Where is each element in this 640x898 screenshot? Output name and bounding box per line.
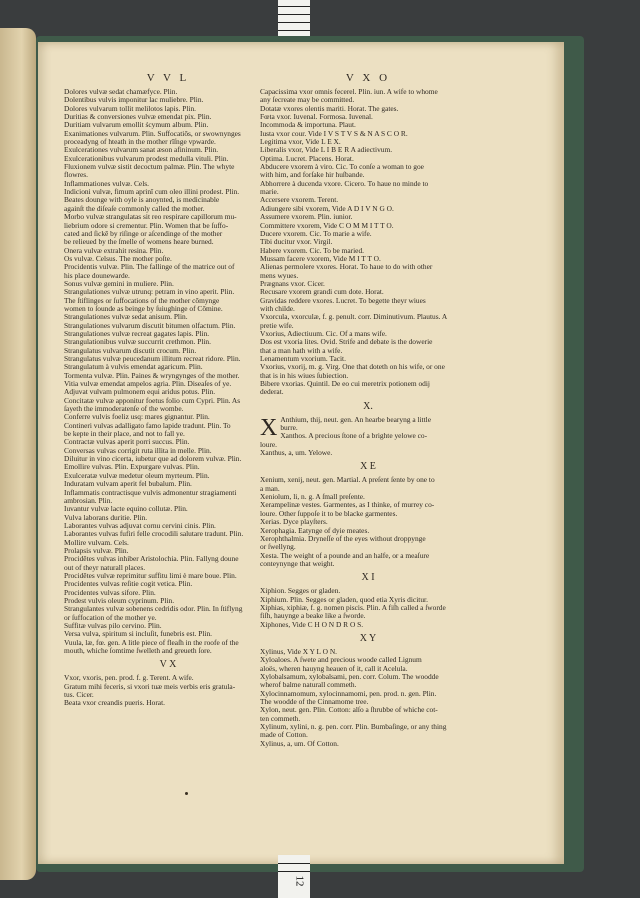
xy-entries [260, 648, 476, 748]
dictionary-line: Xerias. Dyce playſters. [260, 518, 328, 527]
dictionary-line: Contineri vulvas adalligato famo lapide tradunt. Plin. To [64, 421, 231, 430]
dictionary-line: Vxor, vxoris, pen. prod. f. g. Terent. A wife. [64, 674, 194, 683]
dictionary-line: Lenamentum vxorium. Tacit. [260, 355, 346, 363]
dictionary-line: wherof balme naturall commeth. [260, 681, 357, 690]
dictionary-line: Habere vxorem. Cic. To be maried. [260, 246, 365, 255]
dictionary-line: cated and ſickē by riſinge or aſcendinge of the mother [64, 229, 223, 238]
dictionary-line: be kepte in their place, and not to fall ye. [64, 430, 185, 439]
dictionary-line: Procidētes vulvas inhiber Aristolochia. Plin. Fallyng doune [64, 555, 239, 564]
right-running-head: V X O [345, 72, 391, 84]
right-entries [260, 88, 476, 397]
dictionary-line: loure. [260, 440, 278, 449]
dictionary-line: Committere vxorem, Vide C O M M I T T O. [260, 221, 394, 230]
dictionary-line: Strangulationibus vulvæ succurrit crethmon. Plin. [64, 338, 211, 347]
dictionary-line: mens wyues. [260, 271, 299, 280]
dictionary-line: any ſecreate may be committed. [260, 96, 355, 105]
dictionary-line: Versa vulva, spiritum si incluſit, funebris est. Plin. [64, 630, 213, 639]
dictionary-line: Inflammatis contractisque vulvis admonentur stragiamenti [64, 488, 237, 497]
dictionary-line: Accersere vxorem. Terent. [260, 196, 339, 205]
dictionary-line: mouth, whiche ſomtime ſwelleth and greueth ſore. [64, 647, 212, 656]
ruler-bottom [278, 855, 310, 898]
dictionary-line: The woodde of the Cinnamome tree. [260, 698, 369, 706]
dictionary-line: Adjuvat vulvam pulmonem equi aridus potus. Plin. [64, 388, 216, 397]
dictionary-line: Xiphion. Segges or gladen. [260, 587, 341, 596]
dictionary-line: loure. Other ſuppoſe it to be blacke garmentes. [260, 509, 398, 518]
dictionary-line: be relieued by the ſmelle of womens heare burned. [64, 238, 214, 247]
dictionary-line: burre. [280, 424, 298, 433]
dictionary-line: Assumere vxorem. Plin. iunior. [260, 213, 353, 222]
dictionary-line: Dolentibus vulvis imponitur lac muliebre. Plin. [64, 96, 204, 105]
section-vx: V X [159, 659, 177, 671]
dictionary-line: or ſuffocation of the mother ye. [64, 613, 157, 622]
dictionary-line: Xerophthalmia. Dryneſſe of the eyes without droppynge [260, 534, 426, 543]
dictionary-line: Dotatæ vxores olentis mariti. Horat. The gates. [260, 104, 399, 113]
dictionary-line: Gravidas reddere vxores. Lucret. To begette theyr wiues [260, 296, 426, 305]
section-xe: X E [360, 461, 376, 473]
book-page [38, 42, 564, 864]
dictionary-line: Recusare vxorem grandi cum dote. Horat. [260, 288, 384, 297]
dictionary-line: Xanthus, a, um. Yelowe. [260, 449, 333, 458]
dictionary-line: Xylinum, xylini, n. g. pen. corr. Plin. Bumbaſinge, or any thing [260, 723, 447, 732]
dictionary-line: Exulceratæ vulvæ medetur oleum myrteum. Plin. [64, 471, 210, 480]
dictionary-line: with him, and forſake hir huſbande. [260, 171, 365, 180]
section-xy: X Y [359, 632, 377, 644]
dictionary-line: Strangulationes vulvarum discutit bitumen olfactum. Plin. [64, 321, 236, 330]
dictionary-line: Induratam vulvam aperit fel bubalum. Plin. [64, 480, 192, 489]
dictionary-line: Os vulvæ. Celsus. The mother poſte. [64, 254, 172, 263]
left-column [64, 72, 272, 708]
dictionary-line: Beates dounge with oyle is anoynted, is medicinable [64, 196, 220, 205]
xanthium-block [260, 416, 476, 458]
dictionary-line: Vxorcula, vxorculæ, f. g. penult. corr. Diminutivum. Plautus. A [260, 313, 448, 322]
dictionary-line: Vxorius, vxorij, m. g. Virg. One that doteth on his wife, or one [260, 363, 445, 372]
dictionary-line: Strangulatum à vulvis emendat agaricum. Plin. [64, 363, 203, 372]
dictionary-line: Xylon, neut. gen. Plin. Cotton: alſo a ſhrubbe of whiche cot- [260, 706, 438, 715]
xi-entries [260, 587, 476, 629]
dictionary-line: marie. [260, 188, 279, 197]
dictionary-line: that a man hath with a wife. [260, 346, 343, 355]
dictionary-line: Prægnans vxor. Cicer. [260, 279, 325, 288]
dictionary-line: fiſh, hauynge a beake like a ſworde. [260, 612, 366, 621]
dictionary-line: Exanimationes vulvarum. Plin. Suffocatiōs, or swownynges [64, 129, 241, 138]
dictionary-line: with childe. [260, 304, 295, 313]
dictionary-line: Procidentis vulvæ. Plin. The fallinge of the matrice out of [64, 263, 235, 272]
dictionary-line: Capacissima vxor omnis fecerel. Plin. iun. A wife to whome [260, 88, 438, 96]
dictionary-line: Strangulationes vulvæ utrunq: petram in vino aperit. Plin. [64, 288, 235, 297]
left-entries [64, 88, 272, 655]
dictionary-line: Legitima vxor, Vide L E X. [260, 138, 341, 147]
ruler-number: 12 [293, 875, 306, 887]
dictionary-line: Laborantes vulvas fufiri felle crocodili salutare tradunt. Plin. [64, 530, 244, 539]
dictionary-line: or ſwellyng. [260, 543, 296, 552]
dictionary-line: proceadyng of hteath in the mother rīſnge vpwarde. [64, 138, 216, 147]
dictionary-line: Xerampelinæ vestes. Garmentes, as I thinke, of murrey co- [260, 501, 435, 510]
dictionary-line: Sonus vulvæ gemini in muliere. Plin. [64, 279, 174, 288]
dictionary-line: Gratum mihi feceris, si vxori tuæ meis verbis eris gratula- [64, 682, 236, 691]
dictionary-line: Contractæ vulvas aperit porri succus. Plin. [64, 438, 190, 447]
dictionary-line: ambrosian. Plin. [64, 496, 113, 505]
dictionary-line: Liberalis vxor, Vide L I B E R A adiectivum. [260, 146, 393, 155]
dictionary-line: Vuula, læ, fœ. gen. A litle piece of fleaſh in the roofe of the [64, 638, 239, 647]
ruler-top [278, 0, 310, 38]
dictionary-line: aloës, wheren hauyng heauen of it, call it Acelula. [260, 664, 408, 673]
dictionary-line: Exulcerationes vulvarum sanat æson afininum. Plin. [64, 146, 219, 155]
dictionary-line: liebrium odore si crementur. Plin. Women that be ſuffo- [64, 221, 229, 230]
dictionary-line: Indicioni vulvæ, fimum aprinī cum oleo illini prodest. Plin. [64, 188, 240, 197]
section-xi: X I [361, 572, 375, 584]
dictionary-line: Concitatæ vulvæ apponitur foetus folio cum Cypri. Plin. As [64, 396, 241, 405]
dictionary-line: tus. Cicer. [64, 691, 94, 700]
dictionary-line: flowres. [64, 171, 89, 180]
dictionary-line: Xanthos. A precious ſtone of a brighte yelowe co- [280, 432, 428, 441]
dictionary-line: Xylinus, Vide X Y L O N. [260, 647, 338, 656]
dictionary-line: Xiphias, xiphiæ, f. g. nomen piscis. Plin. A fiſh called a ſworde [260, 603, 446, 612]
dictionary-line: ten commeth. [260, 714, 301, 723]
dictionary-line: Iusta vxor cour. Vide I V S T V S & N A S C O R. [260, 129, 408, 138]
dictionary-line: Anthium, thij, neut. gen. An hearbe bearyng a little [280, 415, 431, 424]
dictionary-line: women to ſounde as beinge by ſuiughinge of Cōmine. [64, 304, 223, 313]
dictionary-line: Fœta vxor. Iuvenal. Formosa. Iuvenal. [260, 113, 373, 122]
vx-entries [64, 674, 272, 707]
dictionary-line: Strangulationes vulvæ sedat anisum. Plin. [64, 313, 188, 322]
dictionary-line: ſayeth the immoderatenſe of the wombe. [64, 405, 184, 414]
dictionary-line: Vitia vulvæ emendat ampelos agria. Plin. Diseaſes of ye. [64, 380, 232, 389]
dictionary-line: made of Cotton. [260, 731, 308, 740]
dictionary-line: out of theyr naturall places. [64, 563, 146, 572]
dictionary-line: Diluitur in vino cicerta, iubetur que ad dolorem vulvæ. Plin. [64, 455, 242, 464]
dictionary-line: Xiphones, Vide C H O N D R O S. [260, 620, 364, 629]
dictionary-line: Procidentes vulvas sifore. Plin. [64, 588, 156, 597]
dictionary-line: Strangulatus vulvæ peucedanum illitum recreat ridore. Plin. [64, 355, 241, 363]
dictionary-line: againſt the diſeaſe commonly called the mother. [64, 204, 205, 213]
dictionary-line: Bibere vxorias. Quintil. De eo cui meretrix potionem odij [260, 380, 430, 389]
dictionary-line: Onera vulvæ extrahit resina. Plin. [64, 246, 164, 255]
dictionary-line: Exulcerationibus vulvarum prodest medulla vituli. Plin. [64, 154, 229, 163]
facing-page-edge [0, 28, 36, 880]
dictionary-line: Mollire vulvam. Cels. [64, 538, 129, 547]
dictionary-line: Xylinus, a, um. Of Cotton. [260, 739, 339, 748]
dictionary-line: Morbo vulvæ strangulatas sit reo respirare capillorum mu- [64, 213, 237, 222]
dictionary-line: Emollire vulvas. Plin. Expurgare vulvas. Plin. [64, 463, 200, 472]
left-running-head: V V L [146, 72, 190, 84]
dictionary-line: Conferre vulvis foeliz usq: mares gignantur. Plin. [64, 413, 210, 422]
dictionary-line: Duritiam vulvarum emollit ścymum album. Plin. [64, 121, 209, 130]
dictionary-line: Xenium, xenij, neut. gen. Martial. A preſent ſente by one to [260, 476, 435, 485]
dictionary-line: Ducere vxorem. Cic. To marie a wife. [260, 229, 372, 238]
dictionary-line: Tormenta vulvæ. Plin. Paines & wryngynges of the mother. [64, 371, 240, 380]
dictionary-line: his place dounewarde. [64, 271, 130, 280]
dictionary-line: Optima. Lucret. Placens. Horat. [260, 154, 354, 163]
dictionary-line: Strangulantes vulvæ sobenens cedridis odor. Plin. In ſtiflyng [64, 605, 243, 614]
dictionary-line: Xiphium. Plin. Segges or gladen, quod etia Xyris dicitur. [260, 595, 428, 604]
dictionary-line: Xyloaloes. A ſwete and precious woode called Lignum [260, 656, 422, 665]
dictionary-line: Dos est vxoria lites. Ovid. Strife and debate is the dowerie [260, 338, 433, 347]
dictionary-line: Xerophagia. Eatynge of dyie meates. [260, 526, 370, 535]
page-mark [185, 792, 188, 795]
dictionary-line: a man. [260, 484, 280, 493]
dictionary-line: Procidētes vulvæ reprimitur suffitu limi è mare boue. Plin. [64, 571, 237, 580]
dictionary-line: Xeniolum, li, n. g. A ſmall preſente. [260, 493, 365, 502]
dictionary-line: Strangulationes vulvæ recreat gagates lapis. Plin. [64, 329, 210, 338]
dictionary-line: Inflammationes vulvæ. Cels. [64, 179, 149, 188]
dictionary-line: Prodest vulvis oleum cyprinum. Plin. [64, 596, 175, 605]
dictionary-line: Prolapsis vulvæ. Plin. [64, 546, 129, 555]
dictionary-line: Alienas permolere vxores. Horat. To haue to do with other [260, 263, 433, 272]
right-column [260, 72, 476, 748]
dictionary-line: Xylocinnamomum, xylocinnamomi, pen. prod. n. gen. Plin. [260, 689, 437, 698]
dictionary-line: Xesta. The weight of a pounde and an halfe, or a meaſure [260, 551, 430, 560]
dictionary-line: Beata vxor creandis pueris. Horat. [64, 699, 165, 708]
dictionary-line: Suffitæ vulvas pilo cervino. Plin. [64, 622, 162, 630]
dictionary-line: Fluxionem vulvæ sistit decoctum palmæ. Plin. The whyte [64, 163, 235, 172]
dictionary-line: Dolores vulvarum tollit melilotos lapis. Plin. [64, 104, 196, 113]
dictionary-line: that is in his wiues ſubiection. [260, 371, 349, 380]
dictionary-line: Strangulatus vulvarum discutit crocum. Plin. [64, 346, 197, 355]
dictionary-line: Procidentes vulvas reſitie cogit vetica. Plin. [64, 580, 193, 589]
xe-entries [260, 476, 476, 568]
dictionary-line: Duritias & conversiones vulvæ emendat pix. Plin. [64, 113, 212, 122]
dictionary-line: Vxorius, Adiectiuum. Cic. Of a mans wife. [260, 329, 387, 338]
dictionary-line: Dolores vulvæ sedat chamæfyce. Plin. [64, 88, 178, 96]
dictionary-line: Abhorrere à ducenda vxore. Cicero. To haue no minde to [260, 179, 429, 188]
drop-cap-x: X [260, 414, 278, 441]
dictionary-line: Adiungere sibi vxorem, Vide A D I V N G O. [260, 204, 394, 213]
dictionary-line: Vulva laborans duritie. Plin. [64, 513, 148, 522]
dictionary-line: Iuvantur vulvæ lacte equino collutæ. Plin. [64, 505, 188, 514]
dictionary-line: The ſtiflinges or ſuffocations of the mother cōmynge [64, 296, 220, 305]
section-x: X. [363, 400, 373, 412]
dictionary-line: conteynynge that weight. [260, 559, 335, 568]
dictionary-line: Mussam facere vxorem, Vide M I T T O. [260, 254, 381, 263]
dictionary-line: Tibi ducitur vxor. Virgil. [260, 238, 333, 247]
dictionary-line: Laborantes vulvas adjuvat cornu cervini cinis. Plin. [64, 521, 216, 530]
dictionary-line: Conversas vulvas corrigit ruta illita in melle. Plin. [64, 446, 212, 455]
dictionary-line: dederat. [260, 388, 284, 397]
dictionary-line: pretie wife. [260, 321, 294, 330]
dictionary-line: Incommoda & importuna. Plaut. [260, 121, 356, 130]
dictionary-line: Xylobalsamum, xylobalsami, pen. corr. Colum. The woodde [260, 672, 439, 681]
dictionary-line: Abducere vxorem à viro. Cic. To conſe a woman to goe [260, 163, 424, 172]
